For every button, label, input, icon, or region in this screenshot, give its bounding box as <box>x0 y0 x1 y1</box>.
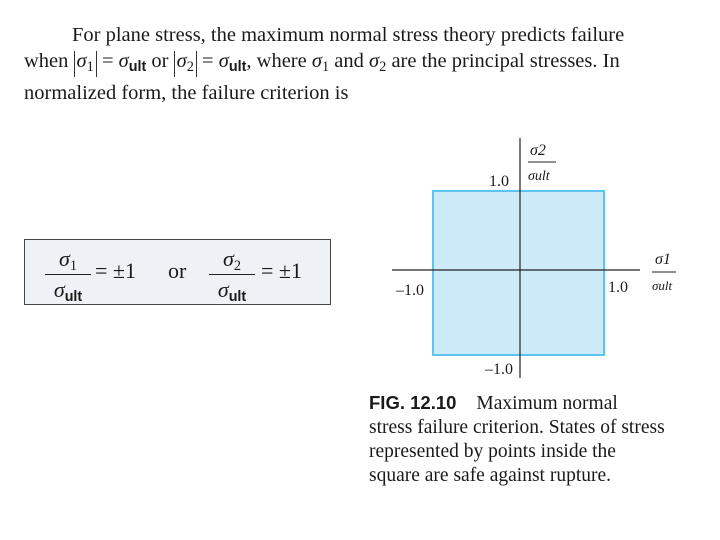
intro-line-2: when $\sigma_1 = \sigma ult$ or $\sigma_2 = \sigma ult$, where $\sigma_1$ and $\sigma_2$ are the principal stresses. In <box>24 50 620 75</box>
tick-label-pos-x: 1.0 <box>608 279 628 296</box>
figure-caption <box>369 391 709 488</box>
equals-plus-minus-one-2: = ±1 <box>261 258 302 283</box>
y-axis-label-num: σ2 <box>530 142 546 159</box>
abs-sigma2: $\sigma_2$ <box>174 51 197 77</box>
y-axis-label-den: σult <box>528 169 550 184</box>
safe-region-square <box>433 191 604 355</box>
fraction-sigma1: σ1 σult <box>45 246 91 303</box>
caption-line-1: Maximum normal <box>476 393 618 414</box>
tick-label-neg-x: –1.0 <box>396 282 424 299</box>
x-axis-label-num: σ1 <box>655 251 671 268</box>
equation-or: or <box>168 258 187 283</box>
tick-label-pos-y: 1.0 <box>489 173 509 190</box>
tick-label-neg-y: –1.0 <box>485 361 513 378</box>
abs-sigma1: $\sigma_1$ <box>74 51 97 77</box>
fraction-sigma2: σ2 σult <box>209 246 255 303</box>
caption-line-2: stress failure criterion. States of stress <box>369 417 665 438</box>
equals-plus-minus-one: = ±1 <box>95 258 136 283</box>
caption-line-4: square are safe against rupture. <box>369 465 612 486</box>
x-axis-label-den: σult <box>652 278 673 293</box>
intro-line-1: For plane stress, the maximum normal stress theory predicts failure <box>72 24 625 46</box>
intro-line-3: normalized form, the failure criterion is <box>24 82 349 104</box>
figure-number: FIG. 12.10 <box>369 392 457 413</box>
caption-line-3: represented by points inside the <box>369 441 616 462</box>
